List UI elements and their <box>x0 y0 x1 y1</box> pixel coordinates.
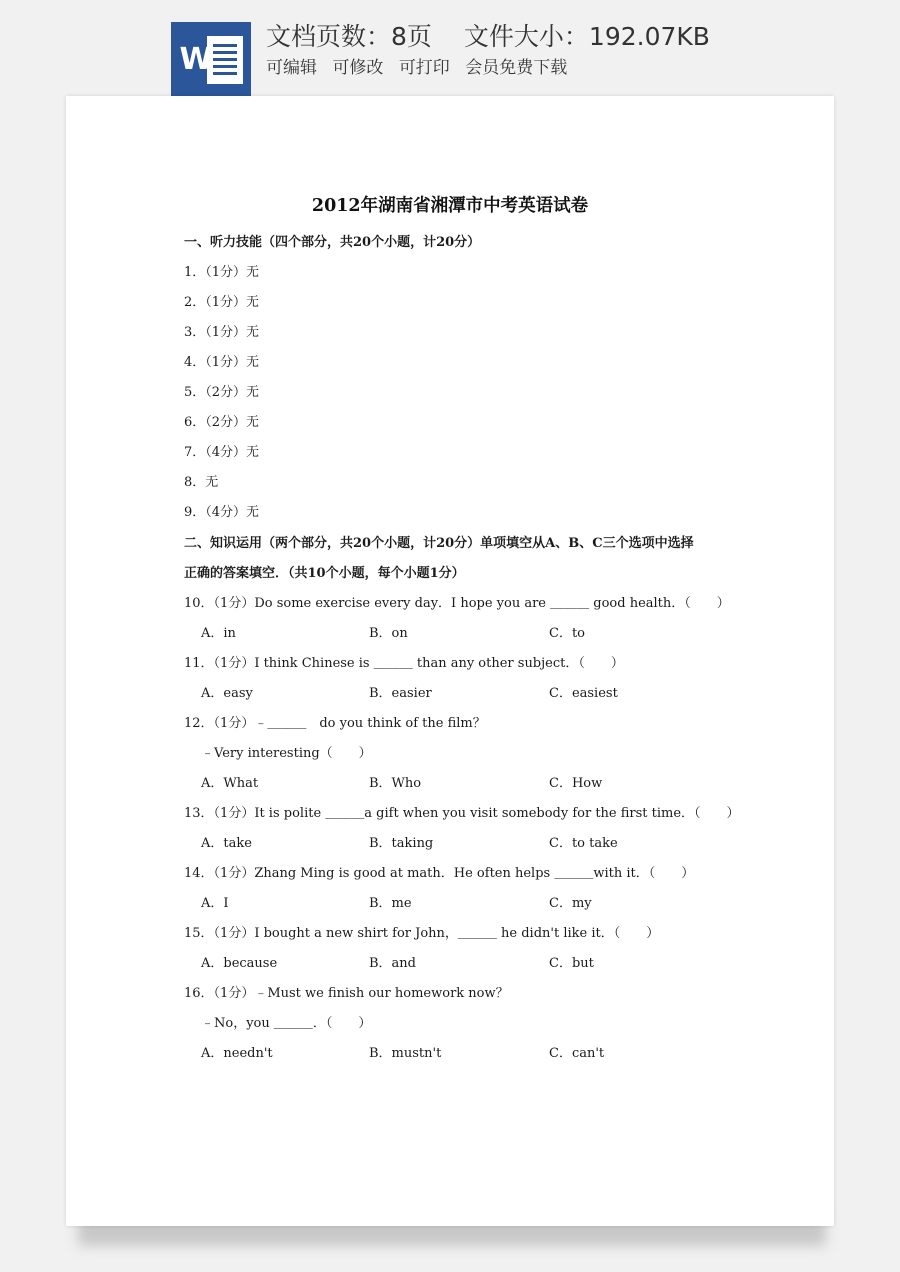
file-stats <box>266 20 710 54</box>
feature-modifiable: 可修改 <box>332 58 384 78</box>
section-2-heading-cont: 正确的答案填空．（共10个小题，每个小题1分） <box>184 566 465 581</box>
word-icon-letter: W <box>179 42 213 77</box>
feature-list <box>266 56 577 80</box>
file-info-banner <box>0 0 900 96</box>
listening-item: 8．无 <box>184 475 219 490</box>
question-stem: 16．（1分）﹣Must we finish our homework now？ <box>184 986 509 1001</box>
option-a: A．easy <box>201 686 253 701</box>
option-c: C．can't <box>549 1046 605 1061</box>
listening-item: 2．（1分）无 <box>184 295 260 310</box>
listening-item: 3．（1分）无 <box>184 325 260 340</box>
listening-item: 4．（1分）无 <box>184 355 260 370</box>
question-stem: 10．（1分）Do some exercise every day．I hope you are ＿＿＿ good health．（ ） <box>184 596 730 611</box>
listening-item: 5．（2分）无 <box>184 385 260 400</box>
file-size: 文件大小：192.07KB <box>463 22 710 51</box>
option-c: C．easiest <box>549 686 618 701</box>
feature-printable: 可打印 <box>398 58 450 78</box>
option-a: A．What <box>201 776 259 791</box>
document-page <box>66 96 834 1226</box>
option-b: B．mustn't <box>369 1046 442 1061</box>
option-a: A．take <box>201 836 252 851</box>
option-b: B．and <box>369 956 416 971</box>
word-document-icon <box>171 22 251 96</box>
option-c: C．my <box>549 896 592 911</box>
option-b: B．me <box>369 896 412 911</box>
option-a: A．I <box>201 896 229 911</box>
option-b: B．on <box>369 626 408 641</box>
option-c: C．to take <box>549 836 618 851</box>
option-c: C．to <box>549 626 585 641</box>
listening-item: 6．（2分）无 <box>184 415 260 430</box>
listening-item: 9．（4分）无 <box>184 505 260 520</box>
question-sub-line: ﹣Very interesting（ ） <box>201 746 372 761</box>
question-stem: 14．（1分）Zhang Ming is good at math．He often helps ＿＿＿with it．（ ） <box>184 866 695 881</box>
section-2-heading: 二、知识运用（两个部分，共20个小题，计20分）单项填空从A、B、C三个选项中选择 <box>184 536 694 551</box>
question-stem: 15．（1分）I bought a new shirt for John，＿＿＿ he didn't like it．（ ） <box>184 926 660 941</box>
question-stem: 12．（1分）﹣＿＿＿ do you think of the film？ <box>184 716 486 731</box>
question-stem: 11．（1分）I think Chinese is ＿＿＿ than any other subject．（ ） <box>184 656 624 671</box>
question-stem: 13．（1分）It is polite ＿＿＿a gift when you visit somebody for the first time．（ ） <box>184 806 740 821</box>
option-a: A．because <box>201 956 278 971</box>
page-count: 文档页数：8页 <box>266 22 432 51</box>
feature-free-download: 会员免费下载 <box>465 58 568 78</box>
document-content <box>66 96 834 1226</box>
option-c: C．but <box>549 956 594 971</box>
option-b: B．Who <box>369 776 422 791</box>
listening-item: 7．（4分）无 <box>184 445 260 460</box>
option-b: B．taking <box>369 836 434 851</box>
exam-title: 2012年湖南省湘潭市中考英语试卷 <box>311 196 589 216</box>
section-1-heading: 一、听力技能（四个部分，共20个小题，计20分） <box>184 235 481 250</box>
option-a: A．in <box>201 626 236 641</box>
option-a: A．needn't <box>201 1046 273 1061</box>
question-sub-line: ﹣No，you ＿＿＿．（ ） <box>201 1016 372 1031</box>
feature-editable: 可编辑 <box>266 58 317 78</box>
option-b: B．easier <box>369 686 432 701</box>
option-c: C．How <box>549 776 603 791</box>
listening-item: 1．（1分）无 <box>184 265 260 280</box>
